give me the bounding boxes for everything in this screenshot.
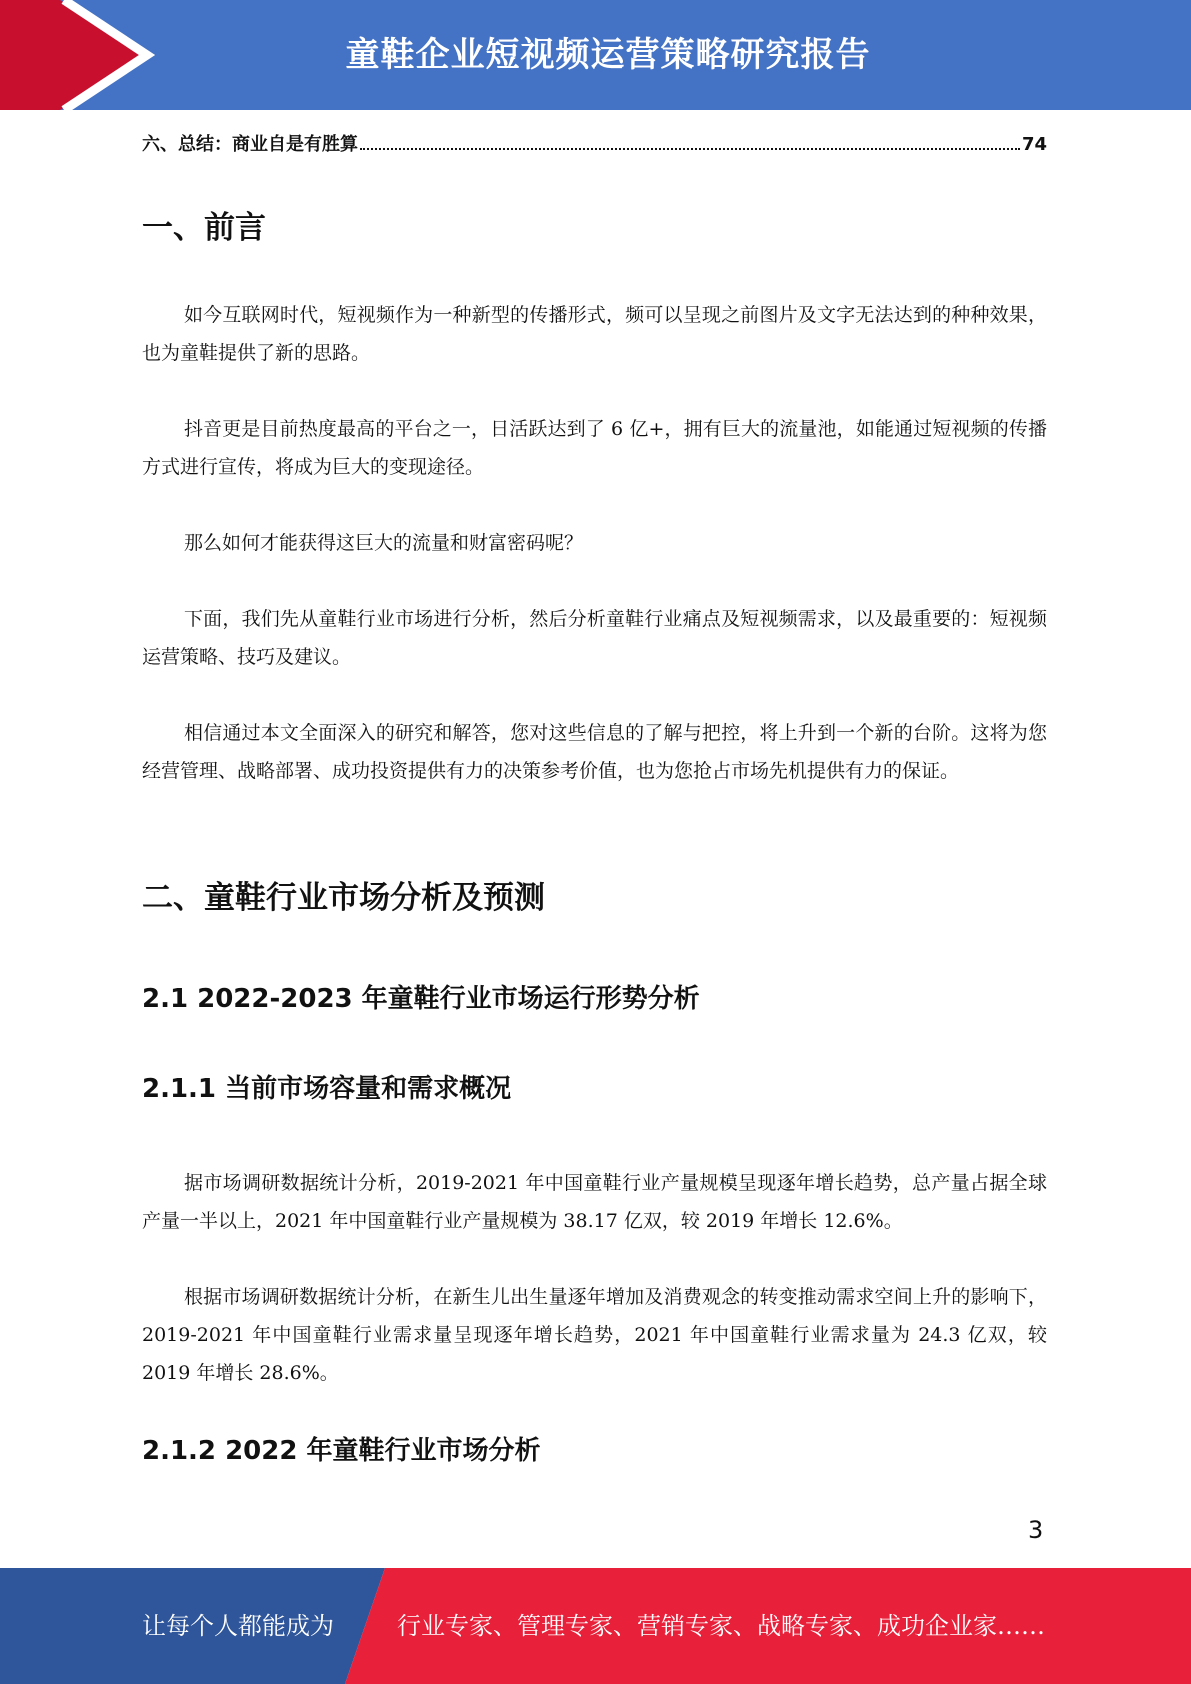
toc-entry-page: 74 xyxy=(1021,134,1047,155)
toc-entry-label: 六、总结：商业自是有胜算 xyxy=(142,134,358,155)
report-title: 童鞋企业短视频运营策略研究报告 xyxy=(345,35,871,75)
paragraph: 下面，我们先从童鞋行业市场进行分析，然后分析童鞋行业痛点及短视频需求，以及最重要的：短视频运营策略、技巧及建议。 xyxy=(142,608,1047,668)
footer-slogan-right: 行业专家、管理专家、营销专家、战略专家、成功企业家…… xyxy=(397,1612,1045,1640)
page-number: 3 xyxy=(1028,1516,1044,1544)
paragraph: 根据市场调研数据统计分析，在新生儿出生量逐年增加及消费观念的转变推动需求空间上升的影响下，2019-2021 年中国童鞋行业需求量呈现逐年增长趋势，2021 年中国童鞋行业需求量为 24.3 亿双，较 2019 年增长 28.6%。 xyxy=(142,1286,1047,1384)
subsection-heading: 2.1 2022-2023 年童鞋行业市场运行形势分析 xyxy=(142,984,700,1014)
page-footer xyxy=(0,1568,1191,1684)
toc-dot-leader xyxy=(360,148,1020,150)
section-heading-market: 二、童鞋行业市场分析及预测 xyxy=(142,880,545,916)
paragraph: 相信通过本文全面深入的研究和解答，您对这些信息的了解与把控，将上升到一个新的台阶。这将为您经营管理、战略部署、成功投资提供有力的决策参考价值，也为您抢占市场先机提供有力的保证。 xyxy=(142,722,1047,782)
toc-entry[interactable] xyxy=(142,130,1047,156)
page-header xyxy=(0,0,1191,110)
paragraph: 抖音更是目前热度最高的平台之一，日活跃达到了 6 亿+，拥有巨大的流量池，如能通过短视频的传播方式进行宣传，将成为巨大的变现途径。 xyxy=(142,418,1047,478)
paragraph: 如今互联网时代，短视频作为一种新型的传播形式，频可以呈现之前图片及文字无法达到的种种效果，也为童鞋提供了新的思路。 xyxy=(142,304,1047,364)
subsubsection-heading: 2.1.2 2022 年童鞋行业市场分析 xyxy=(142,1436,541,1466)
paragraph: 据市场调研数据统计分析，2019-2021 年中国童鞋行业产量规模呈现逐年增长趋势，总产量占据全球产量一半以上，2021 年中国童鞋行业产量规模为 38.17 亿双，较 2019 年增长 12.6%。 xyxy=(142,1172,1047,1232)
footer-slogan-left: 让每个人都能成为 xyxy=(142,1612,334,1640)
paragraph: 那么如何才能获得这巨大的流量和财富密码呢？ xyxy=(184,532,584,554)
section-heading-preface: 一、前言 xyxy=(142,210,266,246)
subsubsection-heading: 2.1.1 当前市场容量和需求概况 xyxy=(142,1074,512,1104)
